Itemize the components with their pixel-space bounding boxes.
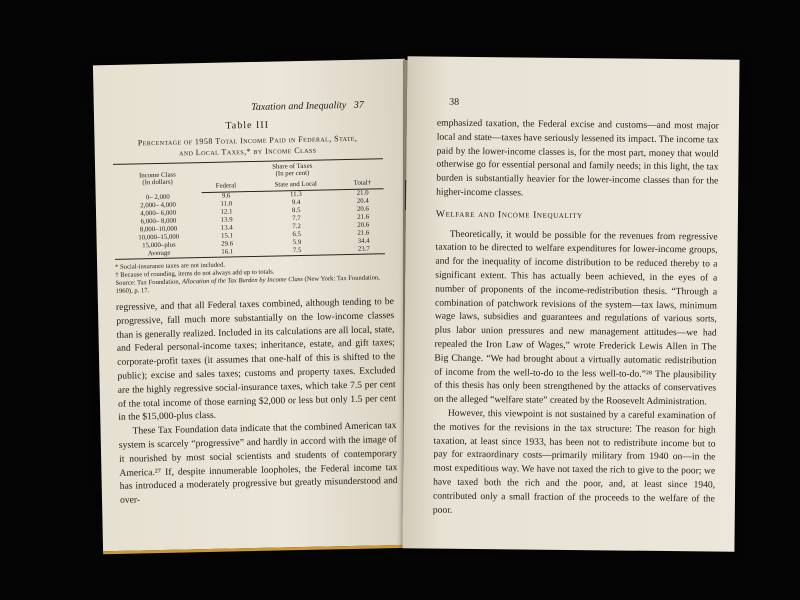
cell-total: 20.6	[357, 221, 370, 229]
cell-state: 7.2	[292, 223, 301, 231]
cell-class: 2,000– 4,000	[140, 201, 176, 210]
table-caption-line1: Percentage of 1958 Total Income Paid in Federal, State,	[137, 133, 358, 148]
cell-total: 21.0	[356, 189, 369, 197]
cell-class: 0– 2,000	[145, 193, 170, 201]
cell-class: 8,000–10,000	[139, 225, 178, 234]
table-body	[114, 189, 385, 260]
cell-state: 11.3	[290, 190, 302, 199]
right-paragraph-3: However, this viewpoint is not sustained by a careful examination of the motives for the revisions in the tax structure: The reason for high taxation, at least since 1933, has been not to redistribute income but to pay for extraordinary costs—primarily military from 1940 on—in the most expeditious way. We have not taxed the rich to give to the poor; we have taxed both the rich and the poor, and, at least since 1940, contributed only a small fraction of the proceeds to the welfare of the poor.	[432, 407, 716, 516]
header-income-class	[113, 163, 202, 195]
table-source-suffix: (New York: Tax Foundation, 1960), p. 17.	[115, 274, 381, 295]
header-share-sub: (In per cent)	[275, 169, 310, 178]
right-body-text	[433, 117, 719, 520]
header-income-class-label: Income Class	[138, 171, 176, 180]
cell-class: 4,000– 6,000	[140, 209, 177, 218]
cell-state: 7.7	[292, 215, 301, 223]
header-state-local: State and Local	[250, 178, 342, 191]
cell-state: 9.4	[291, 199, 301, 207]
cell-total: 34.4	[357, 237, 370, 245]
cell-class: 15,000–plus	[142, 241, 176, 250]
table-note-2: † Because of rounding, items do not always add up to totals.	[115, 268, 275, 279]
right-paragraph-1: emphasized taxation, the Federal excise and customs—and most major local and state—taxes have seriously lessened its impact. The income tax paid by the lower-income classes is, for the most part, money that would otherwise go for essential personal and family needs; in this light, the tax burden is substantially heavier for the lower-income classes than for the higher-income classes.	[436, 117, 719, 199]
cell-class: Average	[147, 249, 171, 258]
page-number-right: 38	[449, 96, 460, 108]
right-paragraph-2: Theoretically, it would be possible for the revenues from regressive taxation to be directed to welfare expenditures for lower-income groups, and for the inequality of income distribution to be reduced thereby to a significant extent. This has actually been achieved, in the eyes of a number of proponents of the income-redistribution thesis. “Through a combination of patchwork revisions of the system—tax laws, minimum wage laws, subsidies and guarantees and regulations of various sorts, plus labor union pressures and new management attitudes—we had repealed the Iron Law of Wages,” wrote Frederick Lewis Allen in The Big Change. “We had brought about a virtually automatic redistribution of income from the well-to-do to the less well-to-do.”²⁸ The plausibility of this thesis has only been strengthened by the attacks of conservatives on the alleged “welfare state” created by the Roosevelt Administration.	[433, 228, 718, 408]
cell-total: 21.6	[357, 229, 370, 237]
cell-total: 20.4	[356, 197, 369, 205]
tax-table	[113, 158, 385, 260]
table-title: Table III	[225, 119, 270, 132]
table-notes	[115, 258, 386, 296]
left-body-text	[116, 295, 398, 508]
left-paragraph-2: These Tax Foundation data indicate that the combined American tax system is scarcely “progressive” and hardly in accord with the image of it nourished by most social scientists and students of contemporary America.²⁷ If, despite innumerable loopholes, the Federal income tax has introduced a moderately progressive but greatly misunderstood and over-	[118, 420, 398, 507]
right-page	[402, 56, 739, 551]
cell-state: 8.5	[291, 207, 301, 215]
cell-federal: 11.0	[220, 200, 233, 208]
table-caption-line2: and Local Taxes,* by Income Class	[179, 145, 317, 158]
table-block	[112, 117, 386, 296]
cell-federal: 9.6	[221, 192, 231, 200]
page-number-left: 37	[353, 99, 364, 111]
cell-state: 5.9	[292, 238, 302, 247]
header-federal: Federal	[202, 180, 250, 193]
cell-federal: 29.6	[221, 240, 234, 248]
cell-federal: 12.1	[220, 208, 233, 216]
left-page	[93, 59, 415, 554]
running-head-title: Taxation and Inequality	[251, 100, 347, 114]
cell-state: 7.5	[292, 246, 302, 255]
table-source-prefix: Source: Tax Foundation,	[115, 278, 181, 287]
header-total: Total†	[341, 177, 383, 189]
table-note-1: * Social-insurance taxes are not included.	[115, 261, 226, 271]
cell-class: 6,000– 8,000	[140, 217, 177, 226]
cell-federal: 16.1	[221, 248, 234, 256]
table-source-title: Allocation of the Tax Burden by Income Class	[181, 275, 303, 286]
header-share-label: Share of Taxes	[272, 162, 313, 171]
header-income-class-sub: (In dollars)	[142, 178, 173, 187]
cell-federal: 13.9	[220, 216, 233, 224]
section-heading: Welfare and Income Inequality	[435, 208, 583, 221]
left-paragraph-1: regressive, and that all Federal taxes combined, although tending to be progressive, fall much more substantially on the low-income classes than is generally realized. Included in its calculations are all local, state, and Federal personal-income taxes; inheritance, estate, and gift taxes; corporate-profit taxes (it assumes that one-half of this is shifted to the public); excise and sales taxes; customs and property taxes. Excluded are the highly regressive social-insurance taxes, which take 7.5 per cent of the total income of those earning $2,000 or less but only 1.5 per cent in the $15,000-plus class.	[115, 296, 397, 424]
cell-federal: 13.4	[220, 224, 233, 232]
running-head	[251, 100, 364, 113]
cell-federal: 15.1	[220, 232, 234, 240]
cell-class: 10,000–15,000	[138, 233, 180, 242]
cell-total: 23.7	[357, 245, 370, 253]
cell-state: 6.5	[292, 231, 302, 239]
cell-total: 21.6	[357, 213, 370, 221]
table-caption	[112, 132, 382, 160]
cell-total: 20.6	[356, 205, 369, 213]
